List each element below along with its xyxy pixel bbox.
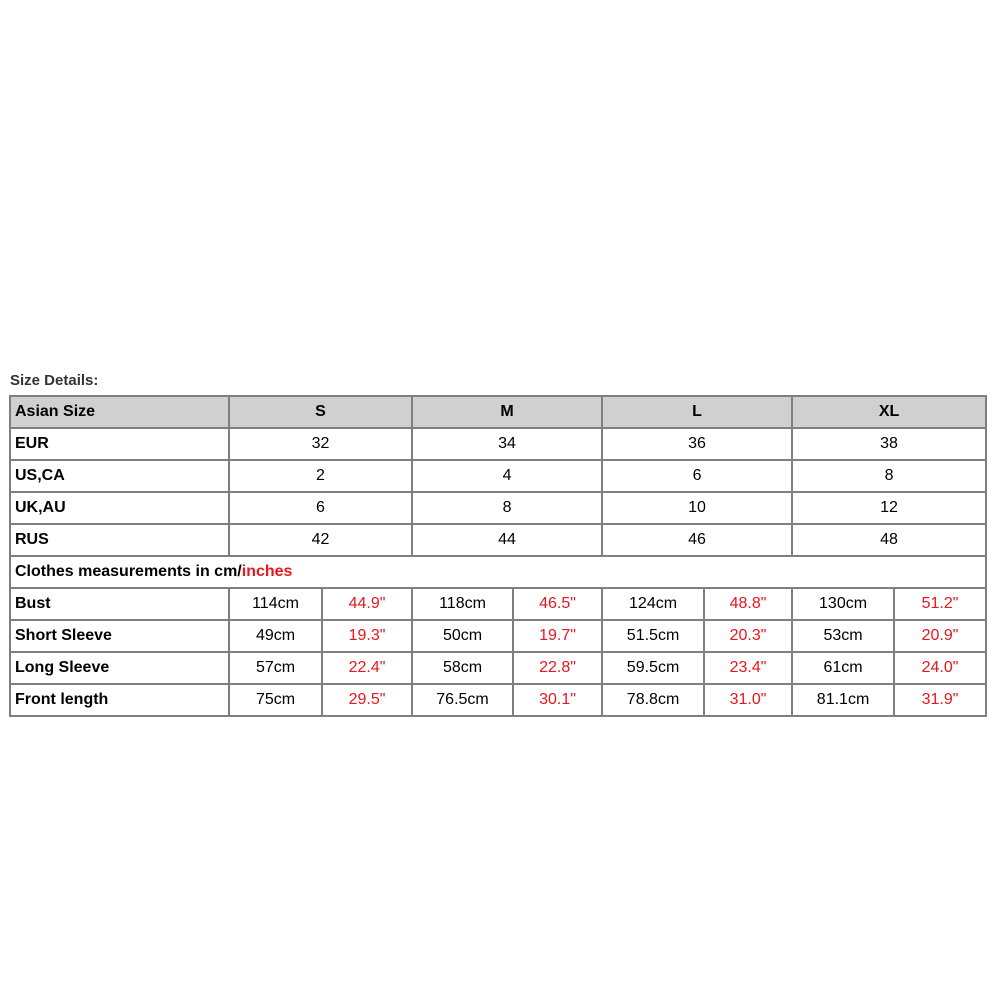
cm-value: 58cm <box>412 652 513 684</box>
size-header-l: L <box>602 396 792 428</box>
cm-value: 124cm <box>602 588 704 620</box>
section-row <box>10 556 986 588</box>
table-row-eur <box>10 428 986 460</box>
size-value: 2 <box>229 460 412 492</box>
inch-value: 19.3" <box>322 620 412 652</box>
inch-value: 23.4" <box>704 652 792 684</box>
size-value: 12 <box>792 492 986 524</box>
cm-value: 50cm <box>412 620 513 652</box>
cm-value: 59.5cm <box>602 652 704 684</box>
cm-value: 130cm <box>792 588 894 620</box>
size-value: 6 <box>229 492 412 524</box>
cm-value: 78.8cm <box>602 684 704 716</box>
table-row-short-sleeve <box>10 620 986 652</box>
row-label: Long Sleeve <box>10 652 229 684</box>
size-value: 8 <box>412 492 602 524</box>
size-table <box>9 395 987 717</box>
size-value: 44 <box>412 524 602 556</box>
cm-value: 61cm <box>792 652 894 684</box>
table-row-us-ca <box>10 460 986 492</box>
inch-value: 19.7" <box>513 620 602 652</box>
inch-value: 51.2" <box>894 588 986 620</box>
cm-value: 81.1cm <box>792 684 894 716</box>
inch-value: 31.9" <box>894 684 986 716</box>
table-row-front-length <box>10 684 986 716</box>
table-row-rus <box>10 524 986 556</box>
inch-value: 44.9" <box>322 588 412 620</box>
size-value: 42 <box>229 524 412 556</box>
size-header-s: S <box>229 396 412 428</box>
size-header-xl: XL <box>792 396 986 428</box>
inch-value: 22.4" <box>322 652 412 684</box>
size-value: 38 <box>792 428 986 460</box>
row-label: EUR <box>10 428 229 460</box>
row-label: UK,AU <box>10 492 229 524</box>
section-heading <box>10 556 986 588</box>
page-title: Size Details: <box>10 372 99 389</box>
size-value: 34 <box>412 428 602 460</box>
table-row-long-sleeve <box>10 652 986 684</box>
row-label: Front length <box>10 684 229 716</box>
table-row-uk-au <box>10 492 986 524</box>
inch-value: 22.8" <box>513 652 602 684</box>
size-value: 4 <box>412 460 602 492</box>
inch-value: 30.1" <box>513 684 602 716</box>
size-value: 10 <box>602 492 792 524</box>
inch-value: 48.8" <box>704 588 792 620</box>
header-row <box>10 396 986 428</box>
size-value: 36 <box>602 428 792 460</box>
cm-value: 57cm <box>229 652 322 684</box>
inch-value: 46.5" <box>513 588 602 620</box>
cm-value: 51.5cm <box>602 620 704 652</box>
header-label: Asian Size <box>10 396 229 428</box>
inch-value: 31.0" <box>704 684 792 716</box>
table-row-bust <box>10 588 986 620</box>
cm-value: 114cm <box>229 588 322 620</box>
section-heading-cm: Clothes measurements in cm/ <box>15 563 242 580</box>
section-heading-inches: inches <box>241 563 293 580</box>
inch-value: 20.3" <box>704 620 792 652</box>
row-label: US,CA <box>10 460 229 492</box>
inch-value: 24.0" <box>894 652 986 684</box>
inch-value: 20.9" <box>894 620 986 652</box>
size-value: 8 <box>792 460 986 492</box>
size-value: 6 <box>602 460 792 492</box>
size-value: 32 <box>229 428 412 460</box>
inch-value: 29.5" <box>322 684 412 716</box>
size-value: 48 <box>792 524 986 556</box>
row-label: Short Sleeve <box>10 620 229 652</box>
row-label: Bust <box>10 588 229 620</box>
cm-value: 75cm <box>229 684 322 716</box>
cm-value: 76.5cm <box>412 684 513 716</box>
size-header-m: M <box>412 396 602 428</box>
cm-value: 118cm <box>412 588 513 620</box>
cm-value: 49cm <box>229 620 322 652</box>
size-value: 46 <box>602 524 792 556</box>
cm-value: 53cm <box>792 620 894 652</box>
row-label: RUS <box>10 524 229 556</box>
